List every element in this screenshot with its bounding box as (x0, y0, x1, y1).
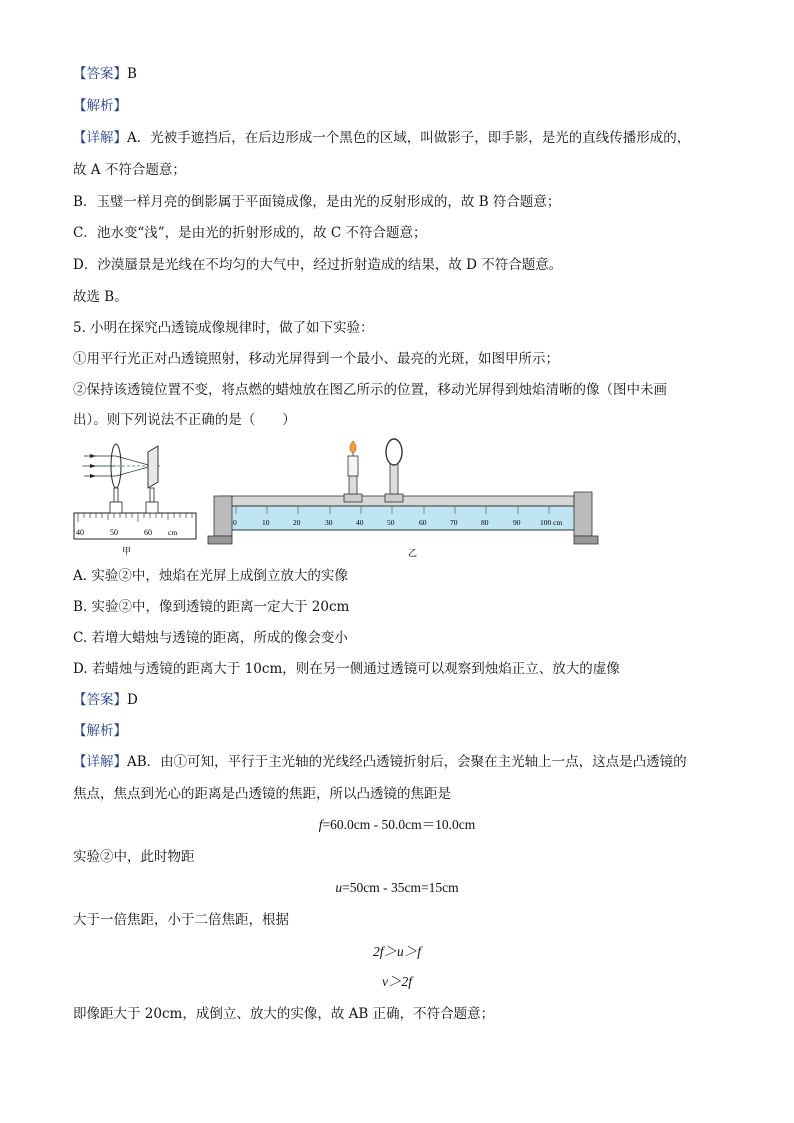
candle (348, 456, 358, 476)
jia-tick-unit: cm (168, 528, 178, 537)
formula-object-distance (0, 878, 794, 898)
answer-value: D (127, 692, 138, 708)
detail-line: 大于一倍焦距，小于二倍焦距，根据 (73, 912, 289, 928)
jia-tick-60: 60 (144, 528, 152, 537)
yi-tick-20: 20 (293, 518, 301, 527)
yi-lens (386, 439, 402, 465)
formula-focal-length (0, 815, 794, 835)
jia-tick-50: 50 (110, 528, 118, 537)
detail-line: B．玉璧一样月亮的倒影属于平面镜成像，是由光的反射形成的，故 B 符合题意； (73, 194, 561, 210)
detail-line: 焦点，焦点到光心的距离是凸透镜的焦距，所以凸透镜的焦距是 (73, 786, 451, 802)
answer-value: B (127, 66, 137, 82)
formula-inequality-2: v＞2f (382, 974, 412, 989)
yi-tick-100: 100 cm (540, 518, 563, 527)
formula-inequality-1: 2f＞u＞f (372, 944, 421, 959)
detail-line: 故 A 不符合题意； (73, 162, 186, 178)
figure-yi (208, 439, 598, 558)
jia-screen (148, 446, 158, 488)
yi-tick-60: 60 (419, 518, 427, 527)
yi-tick-30: 30 (325, 518, 333, 527)
jia-ruler (74, 513, 196, 539)
detail-text: AB．由①可知，平行于主光轴的光线经凸透镜折射后，会聚在主光轴上一点，这点是凸透镜的 (127, 754, 687, 770)
answer-line-1 (73, 64, 137, 84)
yi-tick-90: 90 (513, 518, 521, 527)
figure-jia (74, 444, 196, 556)
formula-rest: =60.0cm - 50.0cm＝10.0cm (322, 817, 476, 832)
yi-rail (220, 506, 586, 530)
question-step-1: ①用平行光正对凸透镜照射，移动光屏得到一个最小、最亮的光斑，如图甲所示； (73, 351, 559, 367)
option-d[interactable]: D. 若蜡烛与透镜的距离大于 10cm，则在另一侧通过透镜可以观察到烛焰正立、放大的虚像 (73, 661, 620, 677)
option-b[interactable]: B. 实验②中，像到透镜的距离一定大于 20cm (73, 599, 350, 615)
yi-tick-40: 40 (356, 518, 364, 527)
detail-line (73, 128, 690, 148)
detail-line: 实验②中，此时物距 (73, 849, 195, 865)
detail-text: A．光被手遮挡后，在后边形成一个黑色的区域，叫做影子，即手影，是光的直线传播形成的， (127, 130, 691, 146)
answer-tag: 【答案】 (73, 692, 127, 708)
jia-caption: 甲 (122, 546, 132, 556)
conclusion-line: 故选 B。 (73, 289, 128, 305)
yi-tick-70: 70 (450, 518, 458, 527)
question-step-2: ②保持该透镜位置不变，将点燃的蜡烛放在图乙所示的位置，移动光屏得到烛焰清晰的像（图中未画 (73, 382, 667, 398)
detail-tag: 【详解】 (73, 754, 127, 770)
answer-line-2 (73, 690, 138, 710)
detail-line: C．池水变“浅”，是由光的折射形成的，故 C 不符合题意； (73, 225, 427, 241)
yi-tick-80: 80 (481, 518, 489, 527)
formula-var: u (335, 880, 343, 895)
option-a[interactable]: A. 实验②中，烛焰在光屏上成倒立放大的实像 (73, 568, 348, 584)
yi-tick-10: 10 (262, 518, 270, 527)
answer-tag: 【答案】 (73, 66, 127, 82)
lens-experiment-figure (72, 438, 602, 560)
analysis-tag: 【解析】 (73, 98, 127, 114)
yi-tick-50: 50 (387, 518, 395, 527)
formula-var: f (318, 817, 323, 832)
detail-line: 即像距大于 20cm，成倒立、放大的实像，故 AB 正确，不符合题意； (73, 1006, 495, 1022)
option-c[interactable]: C. 若增大蜡烛与透镜的距离，所成的像会变小 (73, 630, 348, 646)
question-step-2-cont: 出）。则下列说法不正确的是（ ） (73, 412, 296, 428)
analysis-tag: 【解析】 (73, 723, 127, 739)
detail-line: D．沙漠蜃景是光线在不均匀的大气中，经过折射造成的结果，故 D 不符合题意。 (73, 257, 563, 273)
yi-tick-0: 0 (233, 518, 237, 527)
question-stem: 5. 小明在探究凸透镜成像规律时，做了如下实验： (73, 320, 374, 336)
candle-flame (350, 441, 356, 453)
jia-tick-40: 40 (76, 528, 84, 537)
detail-tag: 【详解】 (73, 130, 127, 146)
detail-line (73, 752, 687, 772)
yi-caption: 乙 (408, 548, 418, 558)
formula-rest: =50cm - 35cm=15cm (342, 880, 459, 895)
